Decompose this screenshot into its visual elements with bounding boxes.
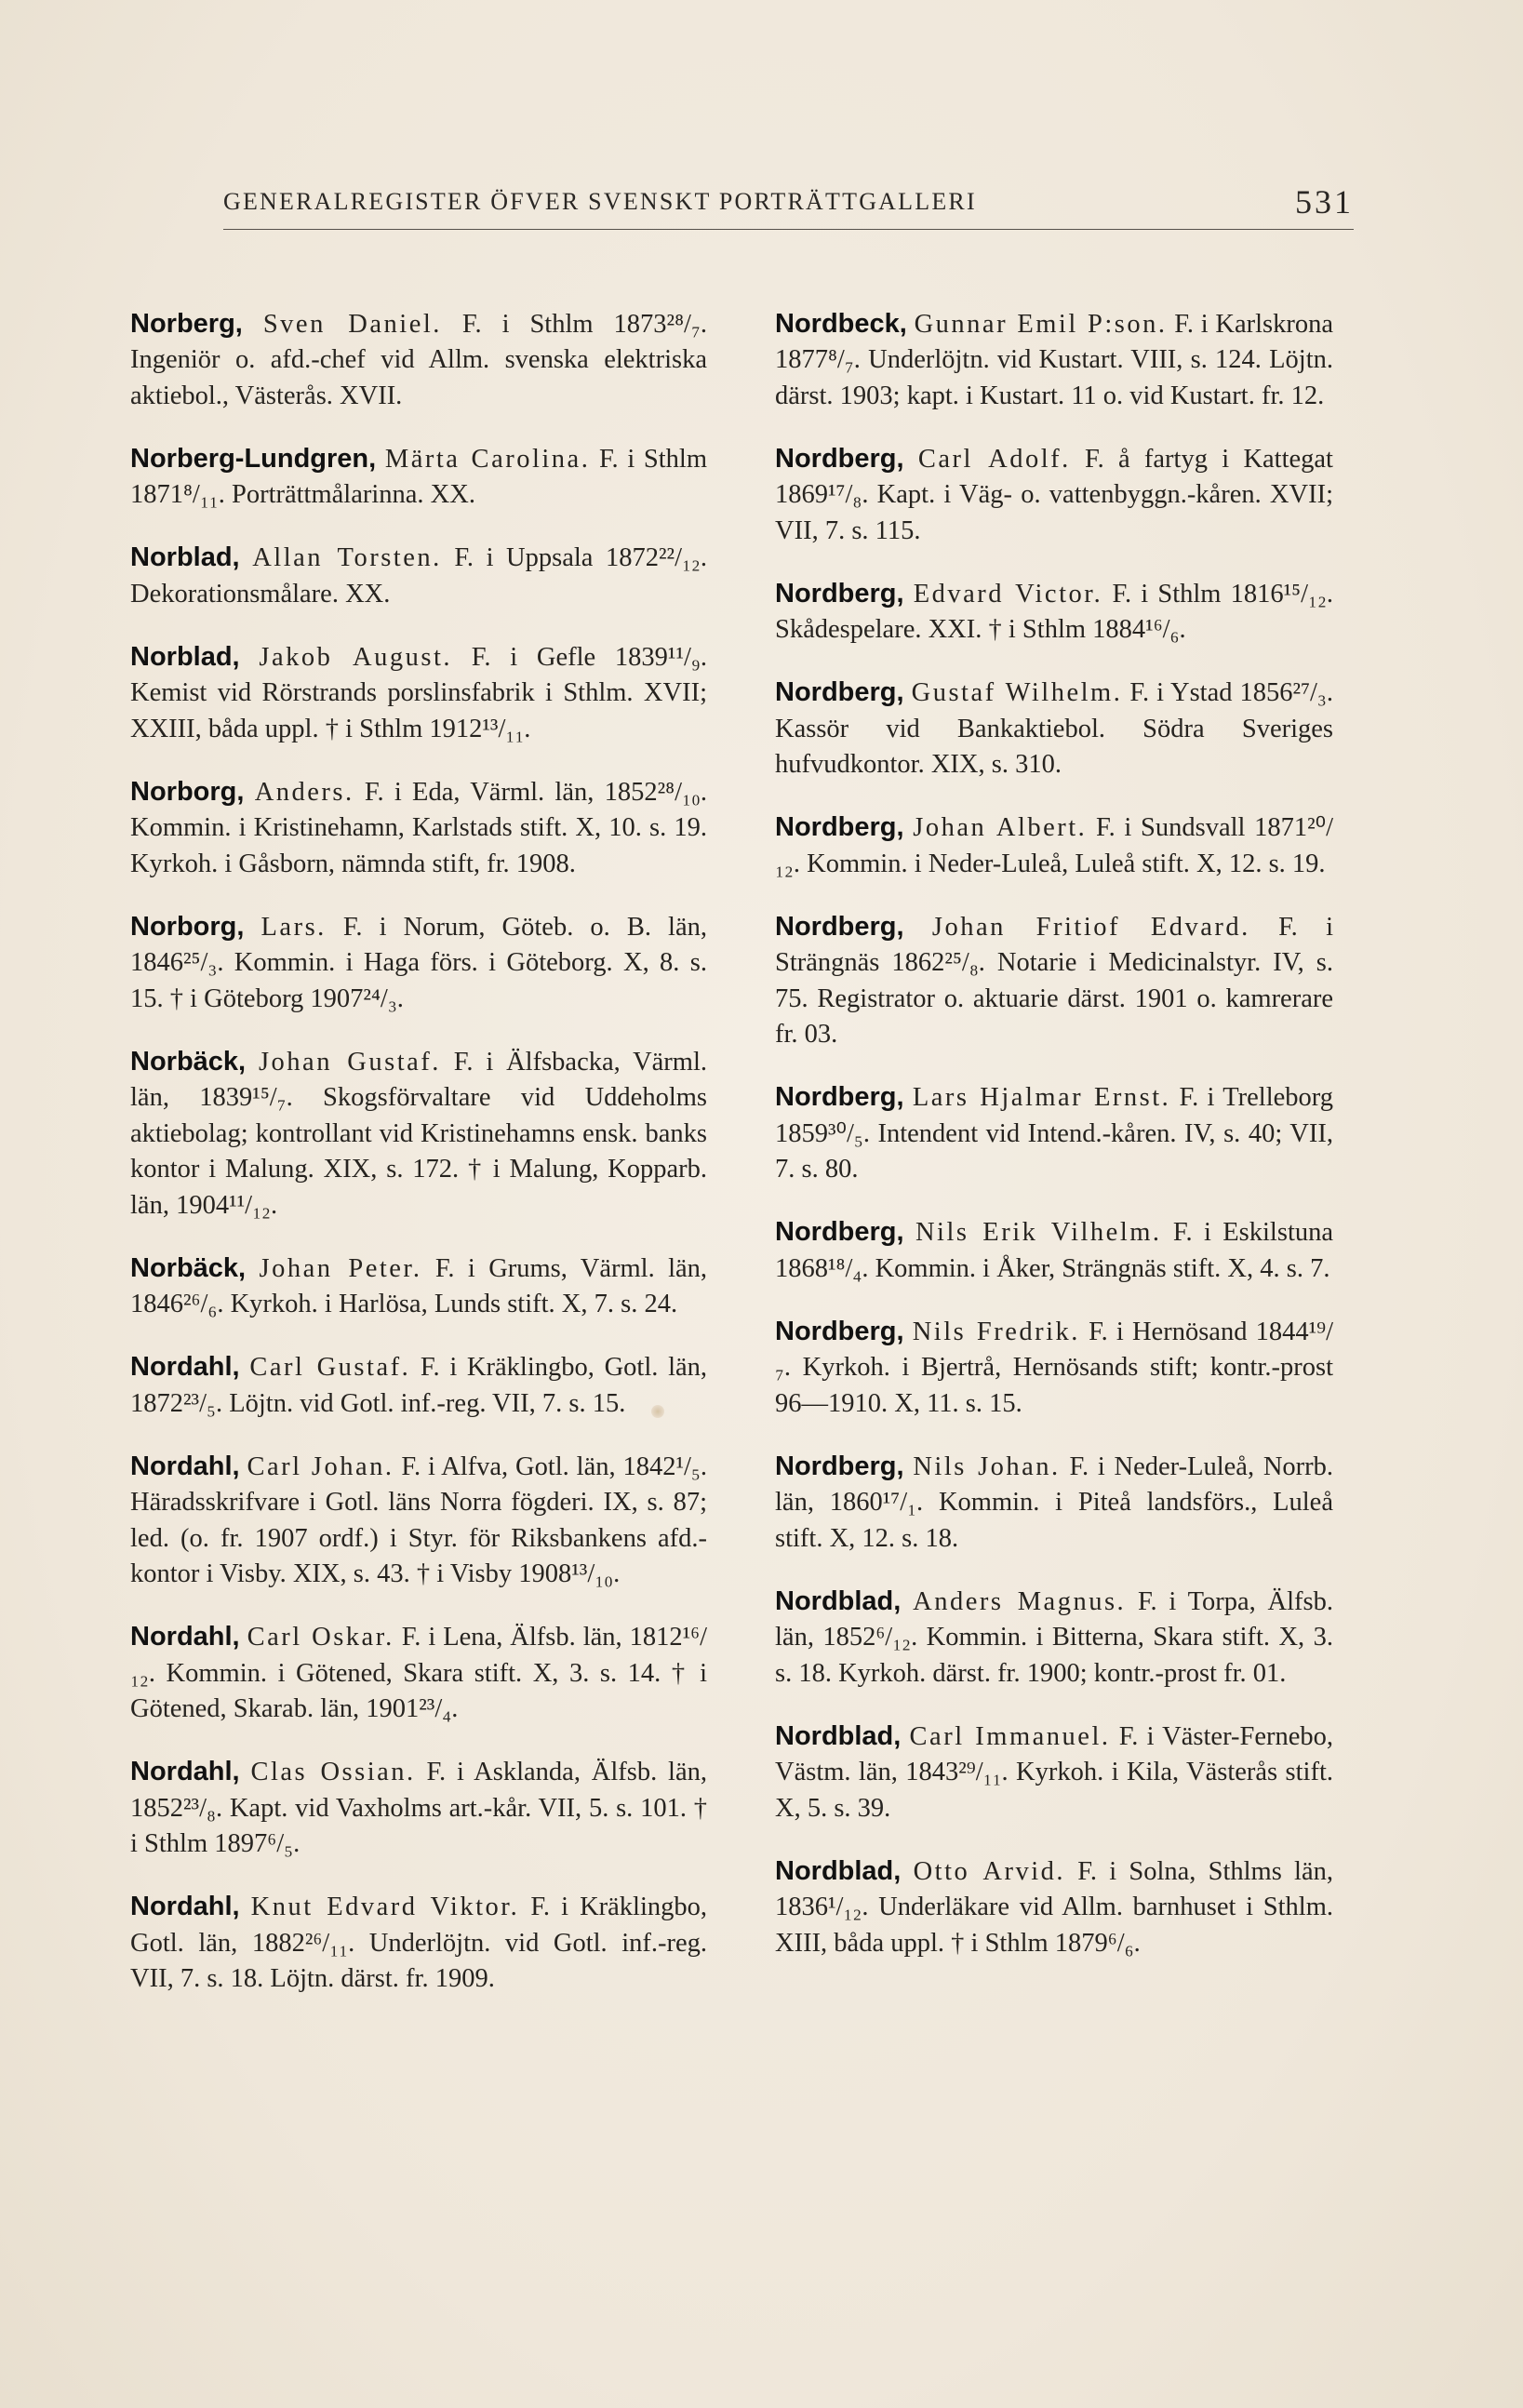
entry-given-names: Carl Johan. [247,1451,394,1481]
entry-surname: Nordberg, [775,443,904,474]
entry-details: F. i Sthlm 1871⁸/₁₁. Porträttmålarinna. XX. [130,444,708,509]
entry-surname: Nordberg, [775,677,904,707]
entry-given-names: Carl Immanuel. [909,1721,1111,1751]
entry-surname: Nordbeck, [775,308,907,339]
entry-surname: Nordblad, [775,1855,902,1886]
register-entry [130,909,707,1018]
entry-details: F. i Kräklingbo, Gotl. län, 1872²³/₅. Löjtn. vid Gotl. inf.-reg. VII, 7. s. 15. [130,1353,708,1418]
entry-details: F. i Sthlm 1816¹⁵/₁₂. Skådespelare. XXI. † i Sthlm 1884¹⁶/₆. [775,579,1334,644]
entry-details: F. i Grums, Värml. län, 1846²⁶/₆. Kyrkoh. i Harlösa, Lunds stift. X, 7. s. 24. [130,1253,708,1318]
entry-surname: Nordberg, [775,578,904,609]
entry-given-names: Johan Peter. [259,1253,422,1283]
entry-details: F. i Sthlm 1873²⁸/₇. Ingeniör o. afd.-chef vid Allm. svenska elektriska aktiebol., Västerås. XVII. [130,309,708,410]
entry-given-names: Anders. [254,777,354,807]
entry-surname: Nordberg, [775,1316,904,1346]
entry-given-names: Allan Torsten. [252,543,442,572]
entry-surname: Nordahl, [130,1352,240,1382]
entry-details: F. å fartyg i Kattegat 1869¹⁷/₈. Kapt. i Väg- o. vattenbyggn.-kåren. XVII; VII, 7. s. 115. [775,444,1333,545]
register-entry [130,1349,707,1422]
entry-given-names: Otto Arvid. [913,1856,1066,1886]
entry-surname: Norberg-Lundgren, [130,443,377,474]
entry-given-names: Sven Daniel. [262,309,442,339]
entry-given-names: Anders Magnus. [913,1586,1127,1616]
entry-given-names: Carl Adolf. [917,444,1071,474]
entry-details: F. i Lena, Älfsb. län, 1812¹⁶/₁₂. Kommin. i Götened, Skara stift. X, 3. s. 14. † i Götened, Skarab. län, 1901²³/₄. [130,1623,708,1723]
entry-given-names: Clas Ossian. [250,1758,416,1786]
entry-details: F. i Gefle 1839¹¹/₉. Kemist vid Rörstrands porslinsfabrik i Sthlm. XVII; XXIII, båda uppl. † i Sthlm 1912¹³/₁₁. [130,642,707,743]
register-entry [130,639,707,748]
entry-given-names: Knut Edvard Viktor. [250,1893,520,1921]
entry-surname: Nordberg, [775,1082,904,1112]
entry-details: F. i Kräklingbo, Gotl. län, 1882²⁶/₁₁. Underlöjtn. vid Gotl. inf.-reg. VII, 7. s. 18. Löjtn. därst. fr. 1909. [130,1893,707,1993]
entry-details: F. i Strängnäs 1862²⁵/₈. Notarie i Medicinalstyr. IV, s. 75. Registrator o. aktuarie därst. 1901 o. kamrerare fr. 03. [775,912,1333,1049]
page-number: 531 [1295,183,1354,221]
register-entry [130,1754,707,1863]
register-entry [775,809,1333,882]
entry-surname: Norbäck, [130,1046,247,1077]
register-entry [130,1044,707,1224]
entry-details: F. i Torpa, Älfsb. län, 1852⁶/₁₂. Kommin. i Bitterna, Skara stift. X, 3. s. 18. Kyrkoh. därst. fr. 1900; kontr.-prost fr. 01. [775,1586,1334,1688]
entry-surname: Norblad, [130,641,240,672]
entry-details: F. i Hernösand 1844¹⁹/₇. Kyrkoh. i Bjertrå, Hernösands stift; kontr.-prost 96—1910. X, 11. s. 15. [775,1317,1333,1418]
right-column [775,279,1333,1982]
register-entry [775,1853,1333,1962]
entry-details: F. i Ystad 1856²⁷/₃. Kassör vid Bankaktiebol. Södra Sveriges hufvudkontor. XIX, s. 310. [775,678,1333,779]
entry-details: F. i Alfva, Gotl. län, 1842¹/₅. Häradsskrifvare i Gotl. läns Norra fögderi. IX, s. 87; led. (o. fr. 1907 ordf.) i Styr. för Riksbankens afd.-kontor i Visby. XIX, s. 43. † i Visby 1908¹³/₁₀. [130,1451,707,1588]
entry-surname: Nordahl, [130,1622,240,1652]
entry-surname: Norborg, [130,776,245,807]
register-entry [775,576,1333,649]
register-entry [775,1449,1333,1558]
entry-given-names: Nils Fredrik. [912,1317,1080,1346]
entry-given-names: Gustaf Wilhelm. [911,678,1123,707]
register-entry [130,774,707,883]
entry-details: F. i Älfsbacka, Värml. län, 1839¹⁵/₇. Skogsförvaltare vid Uddeholms aktiebolag; kontrollant vid Kristinehamns ensk. banks kontor i Malung. XIX, s. 172. † i Malung, Kopparb. län, 1904¹¹/₁₂. [130,1047,708,1220]
entry-surname: Norborg, [130,911,245,942]
entry-details: F. i Uppsala 1872²²/₁₂. Dekorationsmålare. XX. [130,543,707,609]
entry-given-names: Gunnar Emil P:son. [914,309,1168,339]
entry-details: F. i Sundsvall 1871²⁰/₁₂. Kommin. i Neder-Luleå, Luleå stift. X, 12. s. 19. [775,813,1334,878]
entry-details: F. i Eda, Värml. län, 1852²⁸/₁₀. Kommin. i Kristinehamn, Karlstads stift. X, 10. s. 19. Kyrkoh. i Gåsborn, nämnda stift, fr. 1908. [130,777,708,878]
register-entry [775,1314,1333,1423]
register-entry [130,1251,707,1323]
paper-stain [651,1405,664,1418]
register-entry [775,1584,1333,1692]
entry-surname: Nordblad, [775,1585,902,1616]
register-entry [130,441,707,514]
register-entry [130,1449,707,1593]
register-entry [775,1079,1333,1188]
entry-details: F. i Eskilstuna 1868¹⁸/₄. Kommin. i Åker, Strängnäs stift. X, 4. s. 7. [775,1218,1334,1283]
entry-given-names: Johan Albert. [913,813,1088,842]
register-entry [130,306,707,415]
entry-given-names: Carl Oskar. [247,1623,394,1652]
entry-given-names: Nils Johan. [913,1451,1061,1481]
entry-surname: Norbäck, [130,1252,247,1283]
entry-given-names: Johan Fritiof Edvard. [931,912,1250,942]
register-entry [775,441,1333,550]
entry-surname: Nordberg, [775,911,904,942]
entry-given-names: Jakob August. [259,642,453,672]
entry-details: F. i Väster-Fernebo, Västm. län, 1843²⁹/₁₁. Kyrkoh. i Kila, Västerås stift. X, 5. s. 39. [775,1721,1333,1823]
entry-details: F. i Karlskrona 1877⁸/₇. Underlöjtn. vid Kustart. VIII, s. 124. Löjtn. därst. 1903; kapt. i Kustart. 11 o. vid Kustart. fr. 12. [775,309,1334,410]
entry-surname: Norberg, [130,308,243,339]
entry-given-names: Lars Hjalmar Ernst. [912,1083,1171,1112]
register-entry [775,909,1333,1053]
register-entry [130,1619,707,1728]
entry-given-names: Johan Gustaf. [258,1047,441,1077]
page-header [223,182,1354,230]
entry-surname: Norblad, [130,542,240,572]
entry-given-names: Carl Gustaf. [249,1353,411,1382]
register-entry [130,540,707,612]
running-title: GENERALREGISTER ÖFVER SVENSKT PORTRÄTTGALLERI [223,188,977,215]
entry-surname: Nordberg, [775,812,904,842]
entry-surname: Nordahl, [130,1757,240,1786]
register-entry [775,1214,1333,1287]
entry-given-names: Edvard Victor. [913,579,1103,609]
register-entry [775,306,1333,415]
register-entry [775,1719,1333,1827]
register-entry [130,1889,707,1998]
entry-details: F. i Norum, Göteb. o. B. län, 1846²⁵/₃. Kommin. i Haga förs. i Göteborg. X, 8. s. 15. † i Göteborg 1907²⁴/₃. [130,912,707,1013]
entry-details: F. i Trelleborg 1859³⁰/₅. Intendent vid Intend.-kåren. IV, s. 40; VII, 7. s. 80. [775,1083,1333,1184]
entry-given-names: Lars. [261,912,327,942]
entry-given-names: Nils Erik Vilhelm. [915,1218,1162,1247]
entry-surname: Nordblad, [775,1720,902,1751]
left-column [130,279,707,2018]
register-entry [775,675,1333,783]
entry-surname: Nordahl, [130,1892,240,1921]
entry-details: F. i Neder-Luleå, Norrb. län, 1860¹⁷/₁. Kommin. i Piteå landsförs., Luleå stift. X, 12. s. 18. [775,1451,1334,1553]
entry-surname: Nordberg, [775,1217,904,1247]
entry-details: F. i Solna, Sthlms län, 1836¹/₁₂. Underläkare vid Allm. barnhuset i Sthlm. XIII, båda uppl. † i Sthlm 1879⁶/₆. [775,1856,1333,1958]
entry-surname: Nordahl, [130,1451,240,1481]
entry-given-names: Märta Carolina. [384,444,591,474]
entry-surname: Nordberg, [775,1451,904,1481]
entry-details: F. i Asklanda, Älfsb. län, 1852²³/₈. Kapt. vid Vaxholms art.-kår. VII, 5. s. 101. † i Sthlm 1897⁶/₅. [130,1758,707,1858]
